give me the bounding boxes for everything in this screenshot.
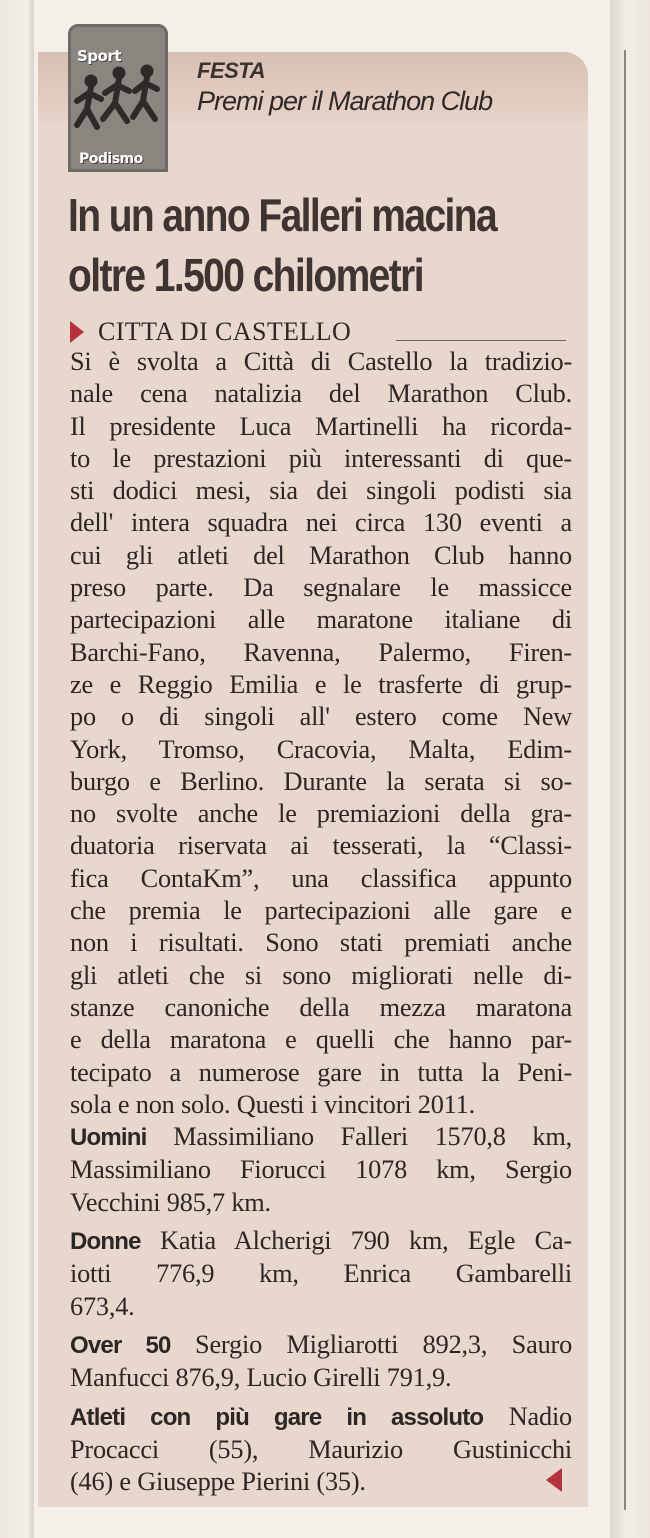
body-line: no svolte anche le premiazioni della gra- [70,799,572,829]
results-atleti-line: Procacci (55), Maurizio Gustinicchi [70,1434,572,1464]
dateline-rule [396,340,566,341]
page-margin-left [0,0,34,1538]
headline-line-1: In un anno Falleri macina [68,190,497,242]
end-of-article-arrow-icon [546,1468,562,1492]
section-subhead: Premi per il Marathon Club [197,86,493,116]
body-line: po o di singoli all' estero come New [70,702,572,732]
results-donne-line: iotti 776,9 km, Enrica Gambarelli [70,1259,572,1289]
body-line: Barchi-Fano, Ravenna, Palermo, Firen- [70,637,572,667]
body-line: partecipazioni alle maratone italiane di [70,605,572,635]
results-uomini-label: Uomini [70,1124,147,1152]
body-line: nale cena natalizia del Marathon Club. [70,379,572,409]
results-over50-label: Over 50 [70,1331,171,1359]
body-line: duatoria riservata ai tesserati, la “Classi- [70,831,572,861]
page-margin-right [610,0,650,1538]
body-line: Si è svolta a Città di Castello la tradizio- [70,347,572,376]
results-atleti-line: (46) e Giuseppe Pierini (35). [70,1467,366,1497]
runners-icon [71,63,165,153]
body-line: gli atleti che si sono migliorati nelle di- [70,960,572,990]
results-donne-label: Donne [70,1228,141,1256]
dateline-text: CITTA DI CASTELLO [98,317,352,346]
dateline-arrow-icon [70,321,84,343]
results-over50-line: Manfucci 876,9, Lucio Girelli 791,9. [70,1363,452,1393]
body-line: preso parte. Da segnalare le massicce [70,573,572,603]
logo-bottom-label: Podismo [79,151,143,167]
results-donne-line [70,1225,572,1258]
body-line: tecipato a numerose gare in tutta la Peni- [70,1057,572,1087]
results-over50-line [70,1329,572,1362]
results-atleti-label: Atleti con più gare in assoluto [70,1403,484,1431]
results-donne-line: 673,4. [70,1291,135,1321]
body-line: che premia le partecipazioni alle gare e [70,896,572,926]
body-line: dell' intera squadra nei circa 130 eventi a [70,508,572,538]
body-line: York, Tromso, Cracovia, Malta, Edim- [70,734,572,764]
results-over50-text: Sergio Migliarotti 892,3, Sauro [195,1329,573,1359]
article-body [70,346,572,1498]
results-uomini-line: Massimiliano Fiorucci 1078 km, Sergio [70,1155,572,1185]
results-atleti-text: Nadio [508,1401,572,1431]
body-line: non i risultati. Sono stati premiati anche [70,928,572,958]
body-line: sola e non solo. Questi i vincitori 2011. [70,1089,475,1119]
body-line: burgo e Berlino. Durante la serata si so- [70,766,572,796]
logo-top-label: Sport [77,47,121,65]
body-line: stanze canoniche della mezza maratona [70,992,572,1022]
body-line: Il presidente Luca Martinelli ha ricorda- [70,411,572,441]
article-headline [68,186,578,306]
dateline [70,318,570,348]
body-line: sti dodici mesi, sia dei singoli podisti sia [70,476,572,506]
results-uomini-line [70,1121,572,1154]
body-line: e della maratona e quelli che hanno par- [70,1025,572,1055]
results-atleti-line [70,1401,572,1434]
body-line: fica ContaKm”, una classifica appunto [70,863,572,893]
body-line: cui gli atleti del Marathon Club hanno [70,540,572,570]
results-uomini-text: Massimiliano Falleri 1570,8 km, [173,1122,572,1152]
column-divider [624,50,626,1510]
results-donne-text: Katia Alcherigi 790 km, Egle Ca- [160,1226,572,1256]
sport-podismo-logo [68,24,168,172]
results-uomini-line: Vecchini 985,7 km. [70,1187,271,1217]
headline-line-2: oltre 1.500 chilometri [68,250,423,302]
body-line: ze e Reggio Emilia e le trasferte di grup- [70,669,572,699]
section-kicker: FESTA [197,58,265,83]
body-line: to le prestazioni più interessanti di que- [70,443,572,473]
